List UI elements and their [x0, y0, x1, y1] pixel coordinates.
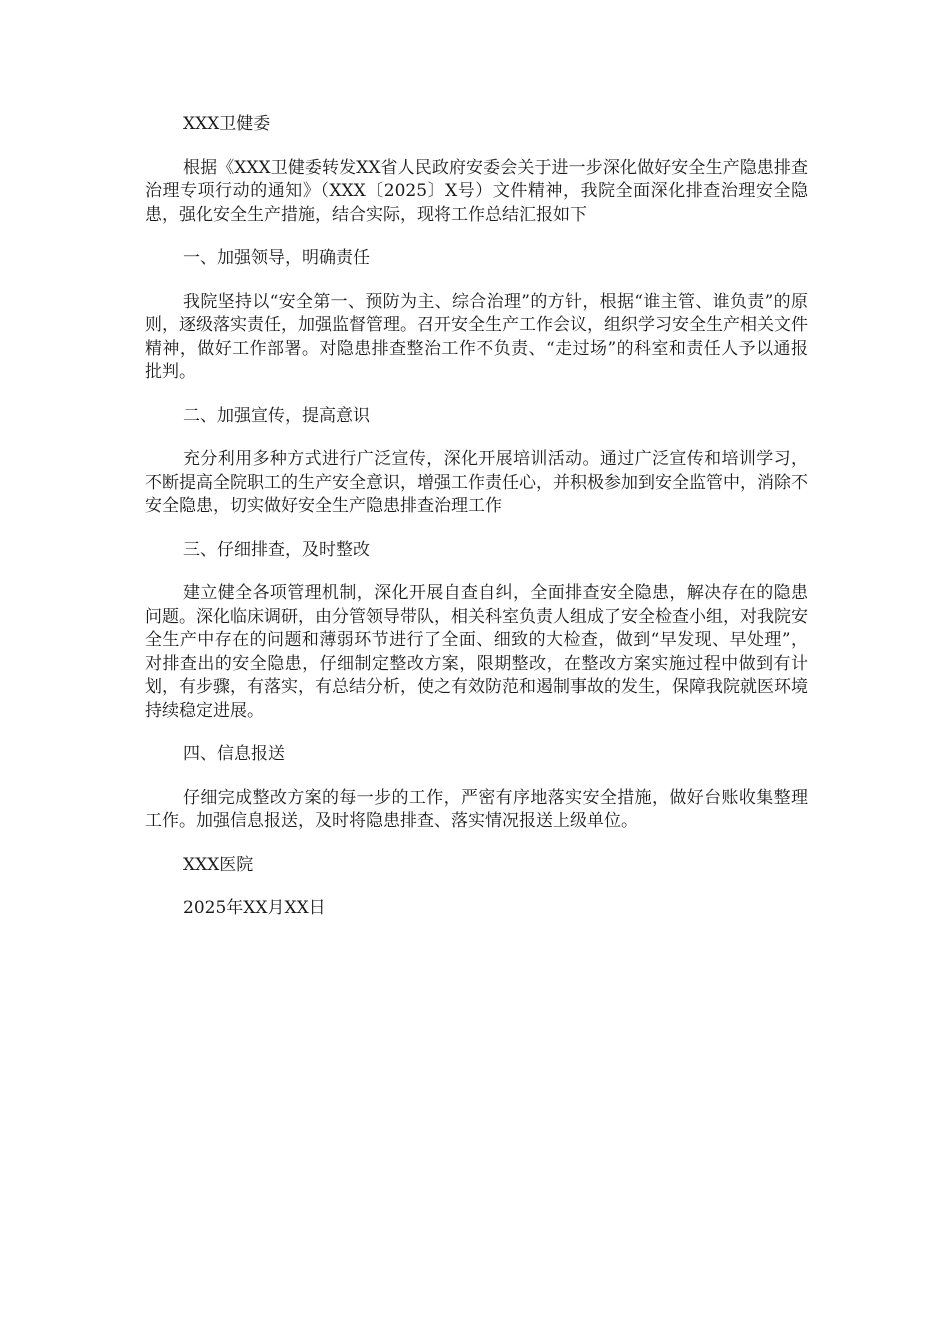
addressee: XXX卫健委: [183, 114, 271, 134]
section-body-2: 充分利用多种方式进行广泛宣传，深化开展培训活动。通过广泛宣传和培训学习，不断提高全院职工的生产安全意识，增强工作责任心，并积极参加到安全监管中，消除不安全隐患，切实做好安全生产隐患排查治理工作: [145, 449, 808, 516]
section-body-3: 建立健全各项管理机制，深化开展自查自纠，全面排查安全隐患，解决存在的隐患问题。深化临床调研，由分管领导带队，相关科室负责人组成了安全检查小组，对我院安全生产中存在的问题和薄弱环节进行了全面、细致的大检查，做到“早发现、早处理”，对排查出的安全隐患，仔细制定整改方案，限期整改，在整改方案实施过程中做到有计划，有步骤，有落实，有总结分析，使之有效防范和遏制事故的发生，保障我院就医环境持续稳定进展。: [145, 583, 808, 721]
intro-paragraph: 根据《XXX卫健委转发XX省人民政府安委会关于进一步深化做好安全生产隐患排查治理专项行动的通知》（XXX〔2025〕X号）文件精神，我院全面深化排查治理安全隐患，强化安全生产措施，结合实际，现将工作总结汇报如下: [145, 157, 808, 225]
document-body: [145, 113, 808, 941]
signature: XXX医院: [183, 854, 254, 875]
section-heading-3: 三、仔细排查，及时整改: [183, 539, 370, 560]
section-heading-1: 一、加强领导，明确责任: [183, 248, 370, 268]
section-heading-2: 二、加强宣传，提高意识: [183, 405, 370, 426]
section-heading-4: 四、信息报送: [183, 744, 285, 764]
section-body-4: 仔细完成整改方案的每一步的工作，严密有序地落实安全措施，做好台账收集整理工作。加强信息报送，及时将隐患排查、落实情况报送上级单位。: [145, 787, 808, 831]
date: 2025年XX月XX日: [183, 898, 326, 918]
section-body-1: 我院坚持以“安全第一、预防为主、综合治理”的方针，根据“谁主管、谁负责”的原则，逐级落实责任，加强监督管理。召开安全生产工作会议，组织学习安全生产相关文件精神，做好工作部署。对隐患排查整治工作不负责、“走过场”的科室和责任人予以通报批判。: [145, 291, 808, 382]
